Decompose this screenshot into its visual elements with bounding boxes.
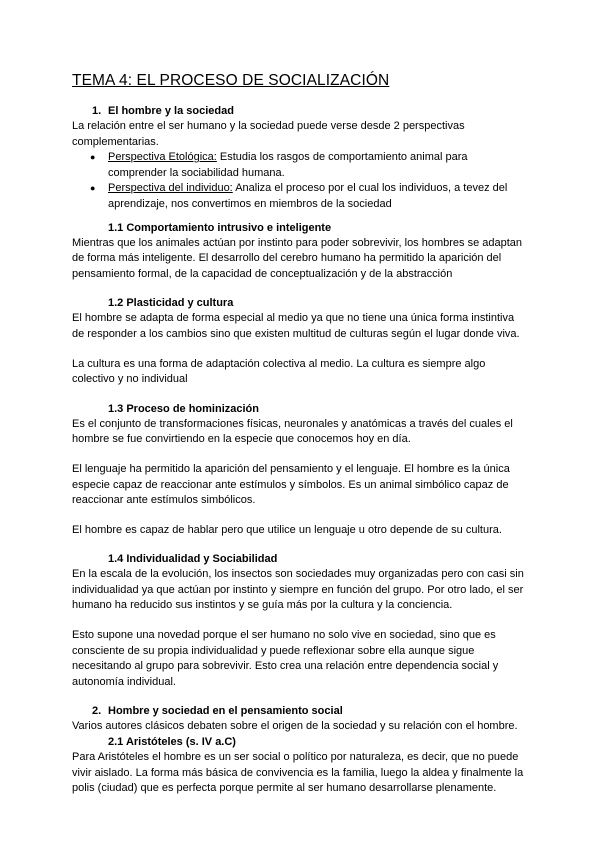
section-1-2-paragraph-2: La cultura es una forma de adaptación colectiva al medio. La cultura es siempre algo colectivo y no individual: [72, 357, 486, 386]
perspectives-list: [72, 150, 528, 212]
list-item-text: Analiza el proceso por el cual los individuos, a tevez del aprendizaje, nos convertimos en miembros de la sociedad: [108, 182, 508, 210]
document-page: [72, 72, 528, 797]
section-2-heading-text: Hombre y sociedad en el pensamiento social: [108, 705, 343, 718]
section-1-3-paragraph-2: El lenguaje ha permitido la aparición del pensamiento y el lenguaje. El hombre es la única especie capaz de reaccionar ante estímulos y símbolos. Es un animal simbólico capaz de reaccionar ante estímulos simbólicos.: [72, 462, 510, 507]
section-1-1-heading: 1.1 Comportamiento intrusivo e inteligente: [108, 221, 332, 234]
section-1-number: 1.: [92, 105, 102, 117]
section-2-1-heading: 2.1 Aristóteles (s. IV a.C): [108, 736, 236, 749]
section-1-heading: [72, 104, 528, 119]
section-1-4-heading: 1.4 Individualidad y Sociabilidad: [108, 553, 278, 566]
bullet-icon: ●: [90, 183, 96, 194]
section-2-number: 2.: [92, 705, 102, 718]
section-1-2-heading: 1.2 Plasticidad y cultura: [108, 297, 234, 310]
document-title: TEMA 4: EL PROCESO DE SOCIALIZACIÓN: [72, 72, 390, 89]
section-1-1-paragraph: Mientras que los animales actúan por instinto para poder sobrevivir, los hombres se adaptan de forma más inteligente. El desarrollo del cerebro humano ha permitido la aparición del pensamiento formal, de la capacidad de conceptualización y de la abstracción: [72, 236, 523, 280]
section-1-3-heading: 1.3 Proceso de hominización: [108, 402, 259, 415]
section-1-2-paragraph-1: El hombre se adapta de forma especial al medio ya que no tiene una única forma instintiva de responder a los cambios sino que existen multitud de culturas según el lugar donde viva.: [72, 312, 520, 340]
section-2-intro: Varios autores clásicos debaten sobre el origen de la sociedad y su relación con el hombre.: [72, 720, 518, 733]
section-1-4-paragraph-2: Esto supone una novedad porque el ser humano no solo vive en sociedad, sino que es consciente de su propia individualidad y puede reflexionar sobre ella aunque sigue necesitando al grupo para sobrevivir. Esto crea una relación entre dependencia social y autonomía individual.: [72, 629, 499, 688]
bullet-icon: ●: [90, 152, 96, 163]
list-item: [72, 181, 528, 212]
list-item: [72, 150, 528, 181]
section-2-heading: [72, 704, 528, 719]
section-1-3-paragraph-3: El hombre es capaz de hablar pero que utilice un lenguaje u otro depende de su cultura.: [72, 523, 502, 536]
list-item-label: Perspectiva Etológica:: [108, 151, 217, 164]
section-1-intro: La relación entre el ser humano y la sociedad puede verse desde 2 perspectivas complementarias.: [72, 120, 465, 148]
section-1-3-paragraph-1: Es el conjunto de transformaciones físicas, neuronales y anatómicas a través del cuales el hombre se fue convirtiendo en la especie que conocemos hoy en día.: [72, 417, 513, 446]
list-item-label: Perspectiva del individuo:: [108, 182, 233, 195]
section-2-1-paragraph: Para Aristóteles el hombre es un ser social o político por naturaleza, es decir, que no puede vivir aislado. La forma más básica de convivencia es la familia, luego la aldea y finalmente la polis (ciudad) que es perfecta porque permite al ser humano desarrollarse plenamente.: [72, 751, 524, 795]
list-item-text: Estudia los rasgos de comportamiento animal para comprender la sociabilidad humana.: [108, 151, 468, 179]
section-1-heading-text: El hombre y la sociedad: [108, 105, 234, 117]
section-1-4-paragraph-1: En la escala de la evolución, los insectos son sociedades muy organizadas pero con casi sin individualidad ya que actúan por instinto y siempre en función del grupo. Por otro lado, el ser humano ha reducido sus instintos y se guía más por la cultura y la conciencia.: [72, 568, 524, 612]
